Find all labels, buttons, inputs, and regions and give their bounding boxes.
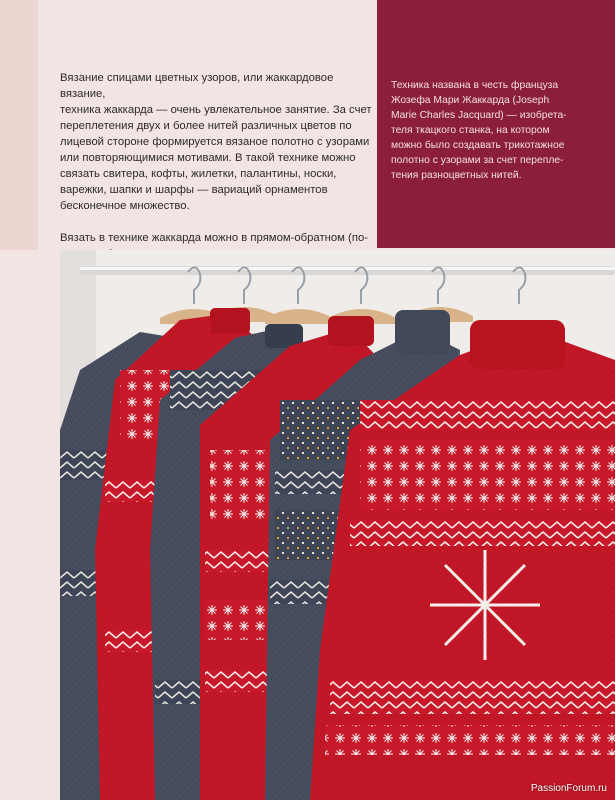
- watermark: PassionForum.ru: [530, 783, 607, 794]
- article-body: [60, 70, 372, 278]
- article-paragraph-2: Вязать в технике жаккарда можно в прямом-обратном (по-: [60, 232, 368, 244]
- article-paragraph-1: Вязание спицами цветных узоров, или жаккардовое вязание, техника жаккарда — очень увлекательное занятие. За счет переплетения двух и более нитей различных цветов по лицевой стороне формируется вязаное полотно с узорами или повторяющимися мотивами. В такой технике можно связать свитера, кофты, жилетки, палантины, носки, варежки, шапки и шарфы — вариаций орнаментов бесконечное множество.: [60, 72, 372, 212]
- sidebar-note: [377, 0, 615, 248]
- margin-band: [0, 0, 38, 250]
- sidebar-note-text: Техника названа в честь француза Жозефа Мари Жаккарда (Joseph Marie Charles Jacquard) — изобрета- теля ткацкого станка, на котором можно было создавать трикотажное полотно с узорами за счет перепле- тения разноцветных нитей.: [391, 80, 567, 181]
- sweaters-photo: [60, 250, 615, 800]
- sweaters-illustration: [60, 250, 615, 800]
